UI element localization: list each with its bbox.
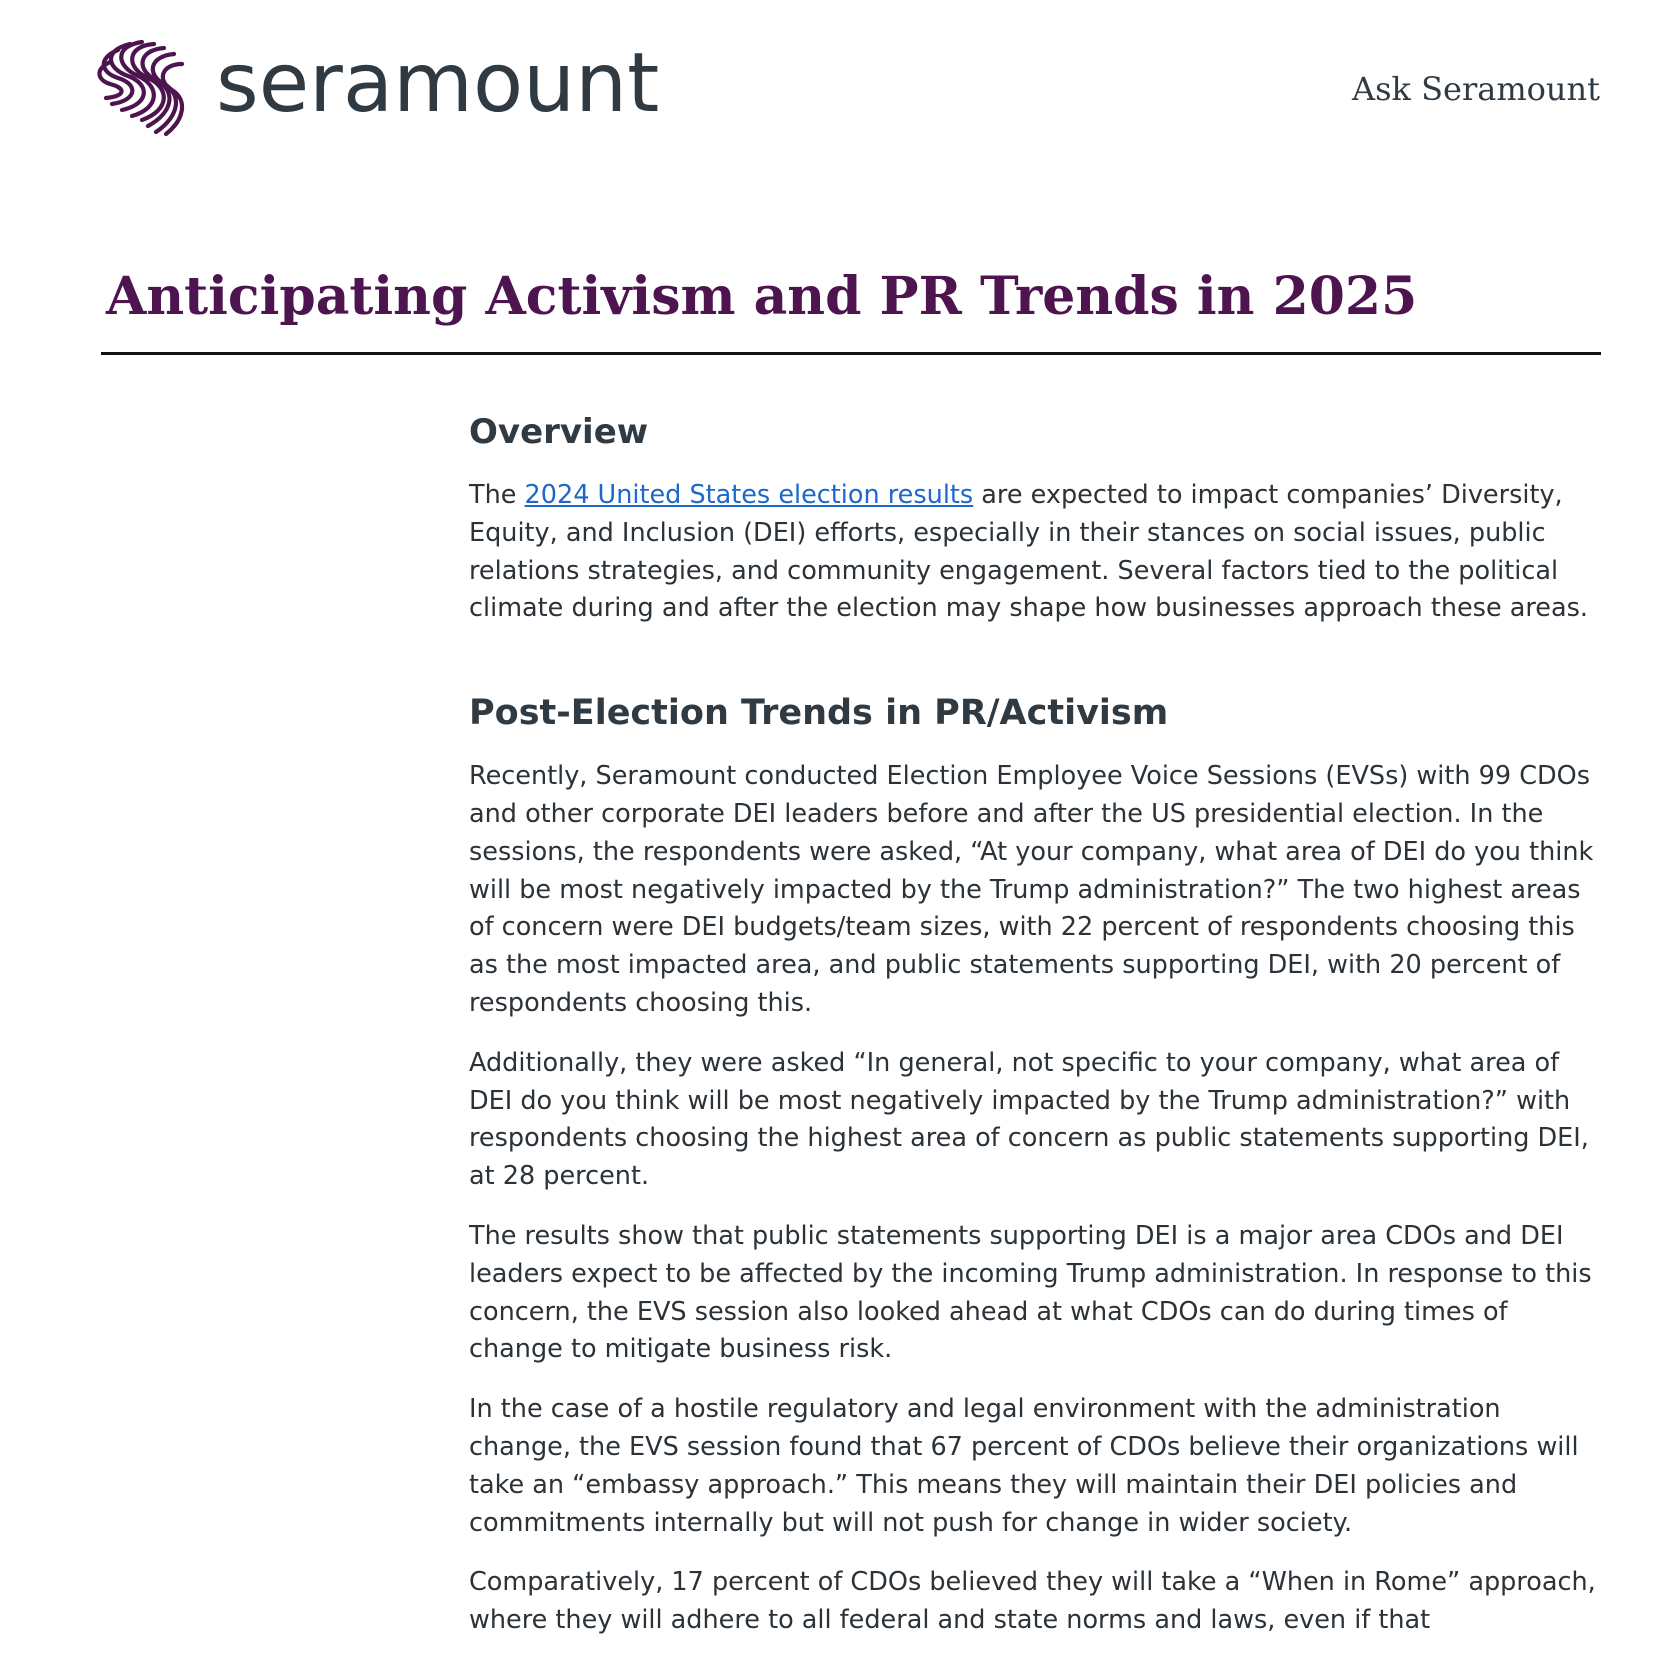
article-body	[469, 405, 1609, 1662]
trends-paragraph-2: Additionally, they were asked “In general, not specific to your company, what area of DEI do you think will be most negatively impacted by the Trump administration?” with respondents choosing the highest area of concern as public statements supporting DEI, at 28 percent.	[469, 1047, 1589, 1192]
overview-text-end: are expected to impact companies’ Diversity, Equity, and Inclusion (DEI) efforts, especially in their stances on social issues, public relations strategies, and community engagement. Several factors tied to the political climate during and after the election may shape how businesses approach these areas.	[469, 480, 1588, 624]
ask-seramount-link[interactable]: Ask Seramount	[1351, 70, 1600, 108]
overview-paragraph	[469, 477, 1609, 628]
seramount-logo[interactable]	[96, 38, 659, 138]
trends-paragraph-4: In the case of a hostile regulatory and legal environment with the administration change, the EVS session found that 67 percent of CDOs believe their organizations will take an “embassy approach.” This means they will maintain their DEI policies and commitments internally but will not push for change in wider society.	[469, 1394, 1579, 1538]
overview-text-start: The	[469, 480, 525, 510]
site-header	[0, 0, 1680, 180]
trends-paragraph-1: Recently, Seramount conducted Election Employee Voice Sessions (EVSs) with 99 CDOs and other corporate DEI leaders before and after the US presidential election. In the sessions, the respondents were asked, “At your company, what area of DEI do you think will be most negatively impacted by the Trump administration?” The two highest areas of concern were DEI budgets/team sizes, with 22 percent of respondents choosing this as the most impacted area, and public statements supporting DEI, with 20 percent of respondents choosing this.	[469, 761, 1594, 1018]
election-results-link[interactable]: 2024 United States election results	[524, 480, 974, 510]
trends-paragraph-3: The results show that public statements supporting DEI is a major area CDOs and DEI leaders expect to be affected by the incoming Trump administration. In response to this concern, the EVS session also looked ahead at what CDOs can do during times of change to mitigate business risk.	[469, 1220, 1592, 1365]
trends-heading: Post-Election Trends in PR/Activism	[469, 693, 1169, 734]
overview-heading: Overview	[469, 412, 649, 452]
title-block	[101, 268, 1601, 355]
logo-wordmark: seramount	[216, 36, 660, 131]
trends-paragraph-5: Comparatively, 17 percent of CDOs believed they will take a “When in Rome” approach, where they will adhere to all federal and state norms and laws, even if that	[469, 1567, 1596, 1636]
page-title: Anticipating Activism and PR Trends in 2025	[106, 266, 1418, 327]
seramount-swirl-icon	[96, 38, 196, 138]
